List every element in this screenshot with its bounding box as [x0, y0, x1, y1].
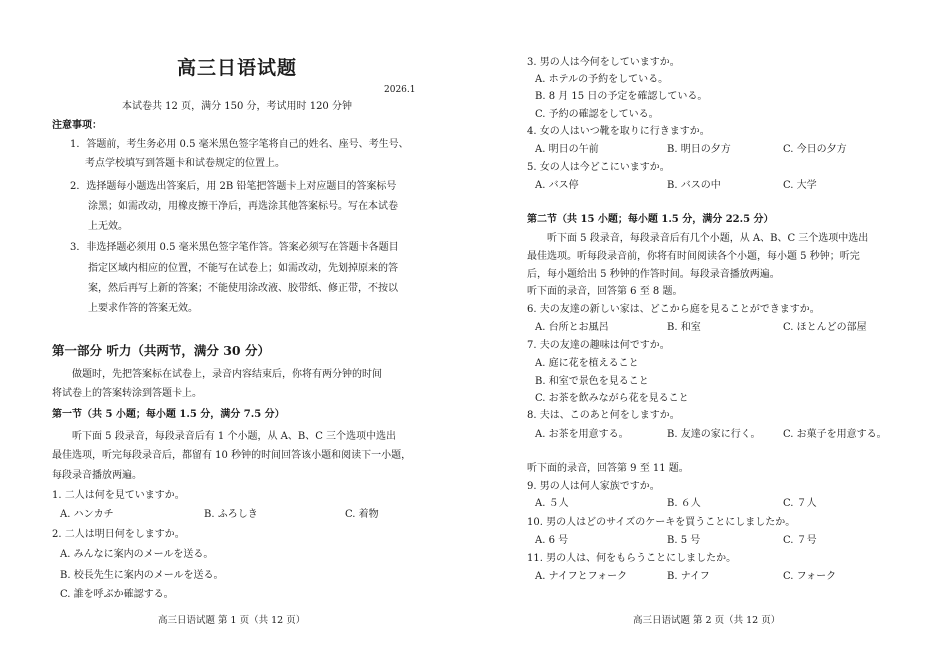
listen-instruction: 听下面的录音，回答第 6 至 8 题。 [527, 286, 683, 297]
page-footer: 高三日语试题 第 1 页（共 12 页） [158, 615, 306, 626]
section1-intro: 最佳选项，听完每段录音后，都留有 10 秒钟的时间回答该小题和阅读下一小题， [52, 450, 412, 461]
q9-option-a: A. ５人 [535, 498, 569, 509]
q7-option-c: C. お茶を飲みながら花を見ること [535, 393, 689, 404]
question-8: 8. 夫は、このあと何をしますか。 [527, 410, 680, 421]
question-10: 10. 男の人はどのサイズのケーキを買うことにしましたか。 [527, 517, 796, 528]
section1-intro: 每段录音播放两遍。 [52, 470, 142, 481]
q2-option-a: A. みんなに案内のメールを送る。 [60, 549, 214, 560]
q5-option-a: A. バス停 [535, 180, 579, 191]
section2-intro: 最佳选项。听每段录音前，你将有时间阅读各个小题，每小题 5 秒钟；听完 [527, 251, 860, 262]
q11-option-c: C. フォーク [783, 571, 837, 582]
q8-option-a: A. お茶を用意する。 [535, 429, 629, 440]
q5-option-c: C. 大学 [783, 180, 817, 191]
question-5: 5. 女の人は今どこにいますか。 [527, 162, 670, 173]
q6-option-b: B. 和室 [667, 322, 701, 333]
question-2: 2. 二人は明日何をしますか。 [52, 529, 185, 540]
q6-option-c: C. ほとんどの部屋 [783, 322, 867, 333]
q4-option-b: B. 明日の夕方 [667, 144, 731, 155]
question-11: 11. 男の人は、何をもらうことにしましたか。 [527, 553, 737, 564]
q7-option-a: A. 庭に花を植えること [535, 358, 639, 369]
q3-option-a: A. ホテルの予約をしている。 [535, 74, 669, 85]
q7-option-b: B. 和室で景色を見ること [535, 376, 649, 387]
exam-info: 本试卷共 12 页，满分 150 分，考试用时 120 分钟 [122, 101, 352, 112]
q4-option-a: A. 明日の午前 [535, 144, 599, 155]
q8-option-b: B. 友達の家に行く。 [667, 429, 761, 440]
question-7: 7. 夫の友達の趣味は何ですか。 [527, 340, 670, 351]
right-page [475, 0, 950, 672]
notice-heading: 注意事项： [52, 120, 102, 131]
exam-date: 2026.1 [384, 85, 416, 95]
section2-intro: 后，每小题给出 5 秒钟的作答时间。每段录音播放两遍。 [527, 269, 780, 280]
notice-line: 上无效。 [88, 221, 128, 232]
q3-option-c: C. 予約の確認をしている。 [535, 109, 659, 120]
notice-line: 案，然后再写上新的答案；不能使用涂改液、胶带纸、修正带，不按以 [88, 283, 398, 294]
q2-option-b: B. 校長先生に案内のメールを送る。 [60, 570, 224, 581]
q4-option-c: C. 今日の夕方 [783, 144, 847, 155]
question-4: 4. 女の人はいつ靴を取りに行きますか。 [527, 126, 710, 137]
section1-intro: 听下面 5 段录音，每段录音后有 1 个小题，从 A、B、C 三个选项中选出 [72, 431, 397, 442]
part1-heading: 第一部分 听力（共两节，满分 30 分） [52, 343, 270, 358]
q11-option-a: A. ナイフとフォーク [535, 571, 628, 582]
notice-line: 涂黑；如需改动，用橡皮擦干净后，再选涂其他答案标号。写在本试卷 [88, 201, 398, 212]
notice-line: 3．非选择题必须用 0.5 毫米黑色签字笔作答。答案必须写在答题卡各题目 [70, 242, 399, 253]
notice-line: 2．选择题每小题选出答案后，用 2B 铅笔把答题卡上对应题目的答案标号 [70, 181, 397, 192]
notice-line: 上要求作答的答案无效。 [88, 303, 198, 314]
q10-option-c: C. ７号 [783, 535, 817, 546]
q9-option-b: B. ６人 [667, 498, 701, 509]
section2-heading: 第二节（共 15 小题；每小题 1.5 分，满分 22.5 分） [527, 214, 774, 225]
section2-intro: 听下面 5 段录音，每段录音后有几个小题，从 A、B、C 三个选项中选出 [547, 233, 869, 244]
q6-option-a: A. 台所とお風呂 [535, 322, 609, 333]
section1-heading: 第一节（共 5 小题；每小题 1.5 分，满分 7.5 分） [52, 409, 285, 420]
notice-line: 1．答题前，考生务必用 0.5 毫米黑色签字笔将自己的姓名、座号、考生号、 [70, 139, 409, 150]
q9-option-c: C. ７人 [783, 498, 817, 509]
q1-option-c: C. 着物 [345, 509, 379, 520]
question-3: 3. 男の人は今何をしていますか。 [527, 57, 680, 68]
question-1: 1. 二人は何を見ていますか。 [52, 490, 185, 501]
q1-option-a: A. ハンカチ [60, 509, 114, 520]
exam-title: 高三日语试题 [177, 57, 298, 79]
question-9: 9. 男の人は何人家族ですか。 [527, 481, 660, 492]
part1-intro: 做题时，先把答案标在试卷上，录音内容结束后，你将有两分钟的时间 [72, 369, 382, 380]
listen-instruction: 听下面的录音，回答第 9 至 11 题。 [527, 463, 689, 474]
notice-line: 考点学校填写到答题卡和试卷规定的位置上。 [85, 158, 285, 169]
q8-option-c: C. お菓子を用意する。 [783, 429, 887, 440]
q10-option-a: A. 6 号 [535, 535, 569, 546]
page-footer: 高三日语试题 第 2 页（共 12 页） [633, 615, 781, 626]
q10-option-b: B. 5 号 [667, 535, 701, 546]
q3-option-b: B. 8 月 15 日の予定を確認している。 [535, 91, 708, 102]
q5-option-b: B. バスの中 [667, 180, 721, 191]
part1-intro: 将试卷上的答案转涂到答题卡上。 [52, 388, 202, 399]
q11-option-b: B. ナイフ [667, 571, 710, 582]
q2-option-c: C. 誰を呼ぶか確認する。 [60, 589, 174, 600]
question-6: 6. 夫の友達の新しい家は、どこから庭を見ることができますか。 [527, 304, 820, 315]
q1-option-b: B. ふろしき [204, 509, 258, 520]
notice-line: 指定区域内相应的位置，不能写在试卷上；如需改动，先划掉原来的答 [88, 263, 398, 274]
